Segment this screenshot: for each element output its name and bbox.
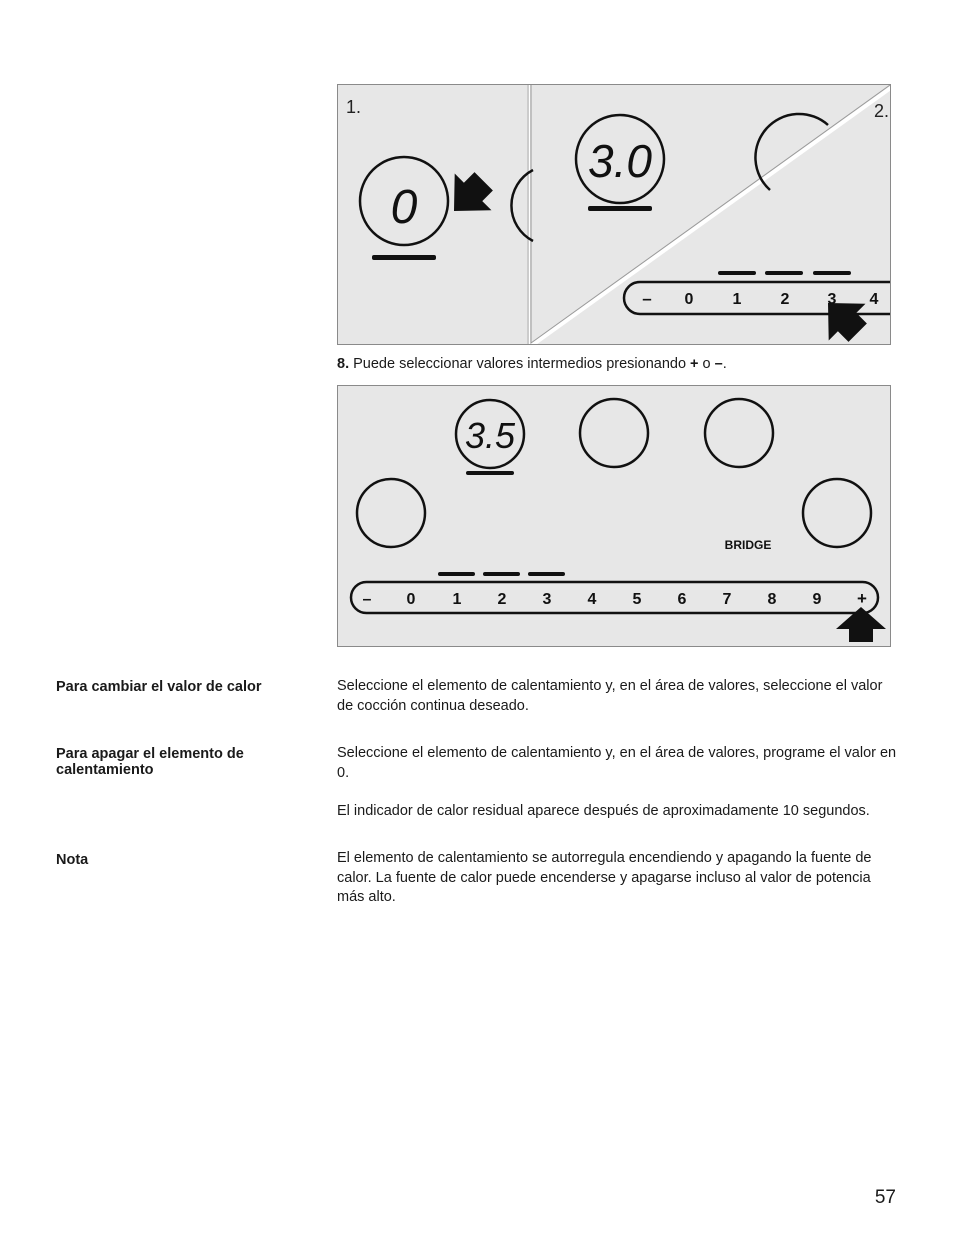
zone-display-right: 3.0 xyxy=(588,135,652,187)
zone-indicator-bar-left xyxy=(372,255,436,260)
section-label-turn-off: Para apagar el elemento de calentamiento xyxy=(56,746,244,778)
section-text-change-heat: Seleccione el elemento de calentamiento y, en el área de valores, seleccione el valor de cocción continua deseado. xyxy=(337,678,883,714)
scale-value-4[interactable]: 4 xyxy=(869,291,879,308)
level-bar-3 xyxy=(528,572,565,576)
step-8-plus: + xyxy=(690,356,699,372)
zone-indicator-bar xyxy=(466,471,514,475)
section-label-note: Nota xyxy=(56,852,89,868)
scale-value-3[interactable]: 3 xyxy=(542,591,552,608)
cooking-zone-2[interactable] xyxy=(580,399,648,467)
zone-indicator-bar-active xyxy=(588,206,652,211)
cooking-zone-active[interactable] xyxy=(576,115,664,203)
scale-minus-button[interactable]: – xyxy=(362,591,372,608)
section-text-turn-off: Seleccione el elemento de calentamiento y, en el área de valores, programe el valor en 0. xyxy=(337,745,897,781)
step-8-caption xyxy=(337,356,727,372)
step-8-text: Puede seleccionar valores intermedios presionando xyxy=(353,356,691,372)
level-bar-3 xyxy=(813,271,851,275)
step-8-minus: – xyxy=(714,356,723,372)
zone-display: 3.5 xyxy=(464,415,516,456)
scale-value-4[interactable]: 4 xyxy=(587,591,597,608)
scale-value-5[interactable]: 5 xyxy=(632,591,642,608)
figure-1-illustration xyxy=(338,85,891,345)
level-bar-2 xyxy=(483,572,520,576)
scale-value-6[interactable]: 6 xyxy=(677,591,687,608)
cooking-zone-4[interactable] xyxy=(357,479,425,547)
scale-value-0[interactable]: 0 xyxy=(406,591,416,608)
cooking-zone-active[interactable] xyxy=(456,400,524,468)
figure-2-panel xyxy=(337,385,891,647)
scale-value-2[interactable]: 2 xyxy=(780,291,790,308)
level-bar-2 xyxy=(765,271,803,275)
scale-plus-button[interactable]: + xyxy=(857,589,867,608)
cooking-zone-5[interactable] xyxy=(803,479,871,547)
scale-value-0[interactable]: 0 xyxy=(684,291,694,308)
cooking-zone-3[interactable] xyxy=(705,399,773,467)
step-8-end: . xyxy=(722,356,727,372)
scale-value-9[interactable]: 9 xyxy=(812,591,822,608)
section-text-note: El elemento de calentamiento se autorregula encendiendo y apagando la fuente de calor. La fuente de calor puede encenderse y apagarse incluso al valor de potencia más alto. xyxy=(337,850,872,905)
scale-value-1[interactable]: 1 xyxy=(732,291,742,308)
bridge-button[interactable]: BRIDGE xyxy=(724,538,772,552)
zone-display-left: 0 xyxy=(390,181,418,234)
scale-minus-button[interactable]: – xyxy=(642,289,652,308)
step-8-number: 8. xyxy=(337,356,350,372)
figure-2-illustration xyxy=(338,386,891,647)
cooking-zone-left[interactable] xyxy=(360,157,448,245)
scale-value-7[interactable]: 7 xyxy=(722,591,732,608)
pointer-arrow-icon xyxy=(436,163,502,229)
section-label-change-heat: Para cambiar el valor de calor xyxy=(56,679,262,695)
page-number: 57 xyxy=(874,1187,896,1208)
figure-1-panel xyxy=(337,84,891,345)
level-bar-1 xyxy=(718,271,756,275)
scale-value-8[interactable]: 8 xyxy=(767,591,777,608)
scale-value-2[interactable]: 2 xyxy=(497,591,507,608)
value-scale-strip xyxy=(351,582,878,613)
scale-value-1[interactable]: 1 xyxy=(452,591,462,608)
level-bar-1 xyxy=(438,572,475,576)
step-8-connector: o xyxy=(698,356,715,372)
step-2-label: 2. xyxy=(874,101,890,121)
section-text-residual-heat: El indicador de calor residual aparece después de aproximadamente 10 segundos. xyxy=(337,803,870,819)
step-1-label: 1. xyxy=(346,97,362,117)
scale-value-3[interactable]: 3 xyxy=(827,291,837,308)
